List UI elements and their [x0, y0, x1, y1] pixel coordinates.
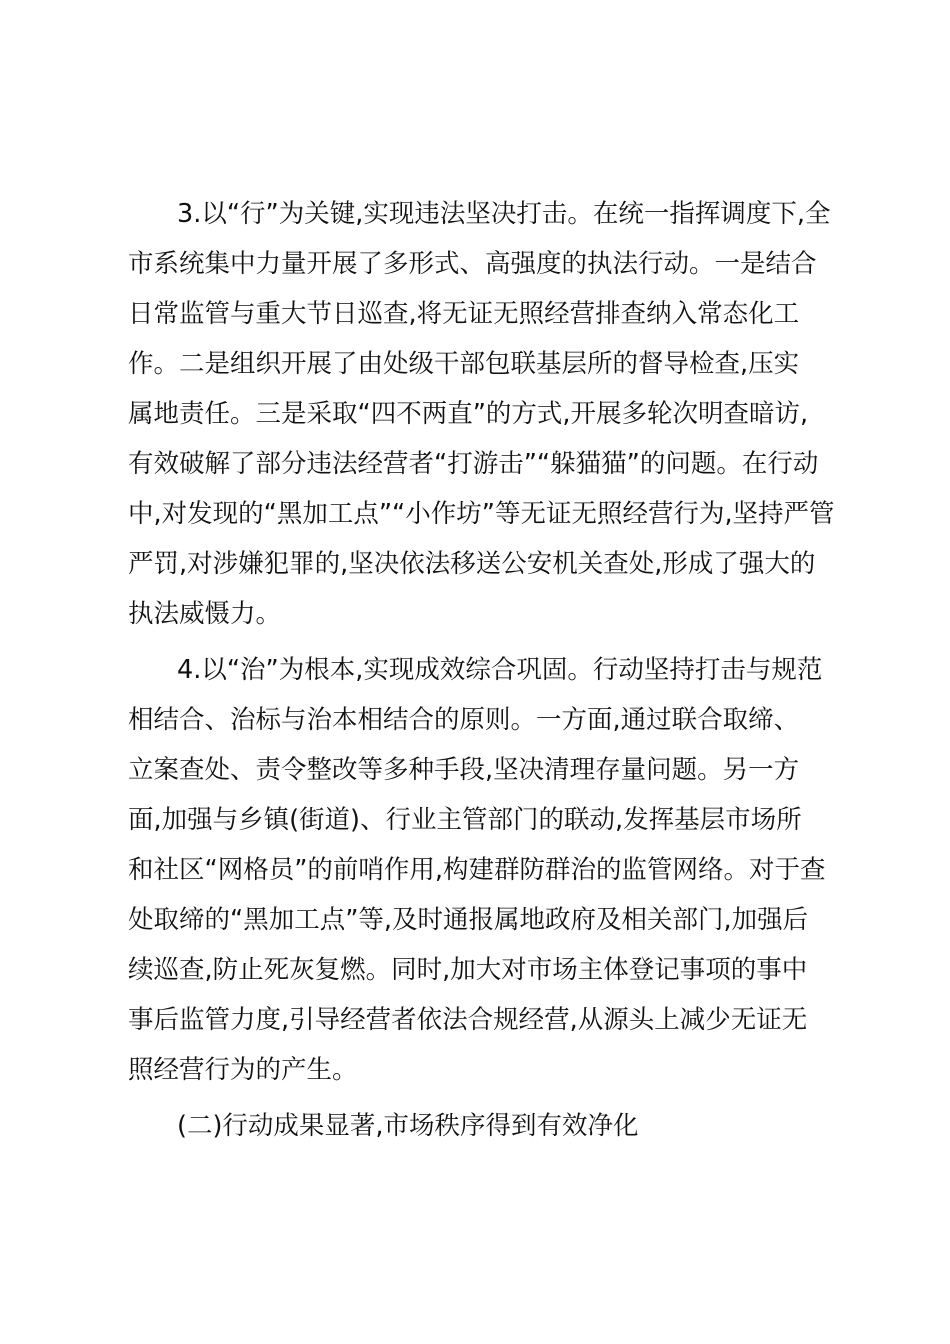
text-line: 面,加强与乡镇(街道)、行业主管部门的联动,发挥基层市场所	[128, 805, 802, 835]
text-line: 有效破解了部分违法经营者“打游击”“躲猫猫”的问题。在行动	[128, 449, 819, 479]
text-line: 相结合、治标与治本相结合的原则。一方面,通过联合取缔、	[128, 705, 800, 735]
text-line: 事后监管力度,引导经营者依法合规经营,从源头上减少无证无	[128, 1005, 808, 1035]
text-line: 作。二是组织开展了由处级干部包联基层所的督导检查,压实	[128, 349, 800, 379]
text-line: 立案查处、责令整改等多种手段,坚决清理存量问题。另一方	[128, 755, 800, 785]
text-line: 4.以“治”为根本,实现成效综合巩固。行动坚持打击与规范	[177, 655, 823, 685]
text-line: 日常监管与重大节日巡查,将无证无照经营排查纳入常态化工	[128, 299, 800, 329]
text-line: 严罚,对涉嫌犯罪的,坚决依法移送公安机关查处,形成了强大的	[128, 549, 816, 579]
section-heading: (二)行动成果显著,市场秩序得到有效净化	[177, 1111, 639, 1141]
text-line: 续巡查,防止死灰复燃。同时,加大对市场主体登记事项的事中	[128, 955, 808, 985]
text-line: 3.以“行”为关键,实现违法坚决打击。在统一指挥调度下,全	[177, 199, 831, 229]
text-line: 市系统集中力量开展了多形式、高强度的执法行动。一是结合	[128, 249, 817, 279]
text-line: 中,对发现的“黑加工点”“小作坊”等无证无照经营行为,坚持严管	[128, 499, 835, 529]
text-line: 照经营行为的产生。	[128, 1055, 358, 1085]
text-line: 执法威慑力。	[128, 599, 282, 629]
text-line: 和社区“网格员”的前哨作用,构建群防群治的监管网络。对于查	[128, 855, 826, 885]
text-line: 属地责任。三是采取“四不两直”的方式,开展多轮次明查暗访,	[128, 399, 809, 429]
text-line: 处取缔的“黑加工点”等,及时通报属地政府及相关部门,加强后	[128, 905, 809, 935]
